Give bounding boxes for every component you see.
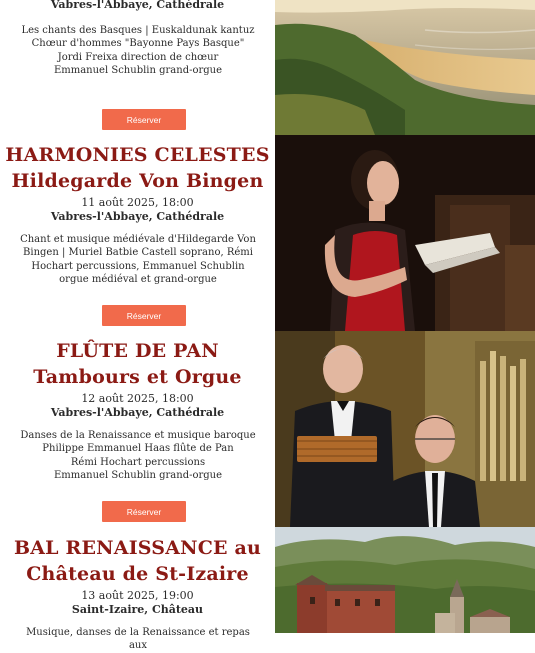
event-2-venue: Vabres-l'Abbaye, Cathédrale (50, 210, 225, 223)
event-2-description: Chant et musique médiévale d'Hildegarde Von Bingen | Muriel Batbie Castell soprano, Rémi Hochart percussions, Emmanuel Schublin orgue médiéval et grand-orgue (20, 234, 256, 286)
event-2-title: HARMONIES CELESTES Hildegarde Von Bingen (5, 144, 270, 192)
event-1-description: Les chants des Basques | Euskaldunak kantuz Chœur d'hommes "Bayonne Pays Basque" Jordi Freixa direction de chœur Emmanuel Schublin grand-orgue (21, 25, 255, 77)
event-3-venue: Vabres-l'Abbaye, Cathédrale (50, 406, 225, 419)
photos-column (275, 0, 535, 633)
chateau-landscape-photo (275, 527, 535, 633)
reserve-button-2[interactable]: Réserver (102, 305, 186, 326)
reserve-button-3[interactable]: Réserver (102, 501, 186, 522)
event-4-title: BAL RENAISSANCE au Château de St-Izaire (13, 537, 262, 585)
event-3-title: FLÛTE DE PAN Tambours et Orgue (33, 340, 242, 388)
event-4-venue: Saint-Izaire, Château (71, 603, 204, 616)
reserve-button-1[interactable]: Réserver (102, 109, 186, 130)
event-1-venue: Vabres-l'Abbaye, Cathédrale (50, 0, 225, 11)
event-4-description: Musique, danses de la Renaissance et repas aux (26, 627, 250, 652)
coastal-landscape-photo (275, 0, 535, 135)
event-2-date: 11 août 2025, 18:00 (81, 196, 194, 209)
musicians-photo (275, 331, 535, 527)
event-3-date: 12 août 2025, 18:00 (81, 392, 194, 405)
event-4-date: 13 août 2025, 19:00 (81, 589, 194, 602)
event-3-description: Danses de la Renaissance et musique baroque Philippe Emmanuel Haas flûte de Pan Rémi Hochart percussions Emmanuel Schublin grand-orgue (20, 430, 256, 482)
soprano-singer-photo (275, 135, 535, 331)
